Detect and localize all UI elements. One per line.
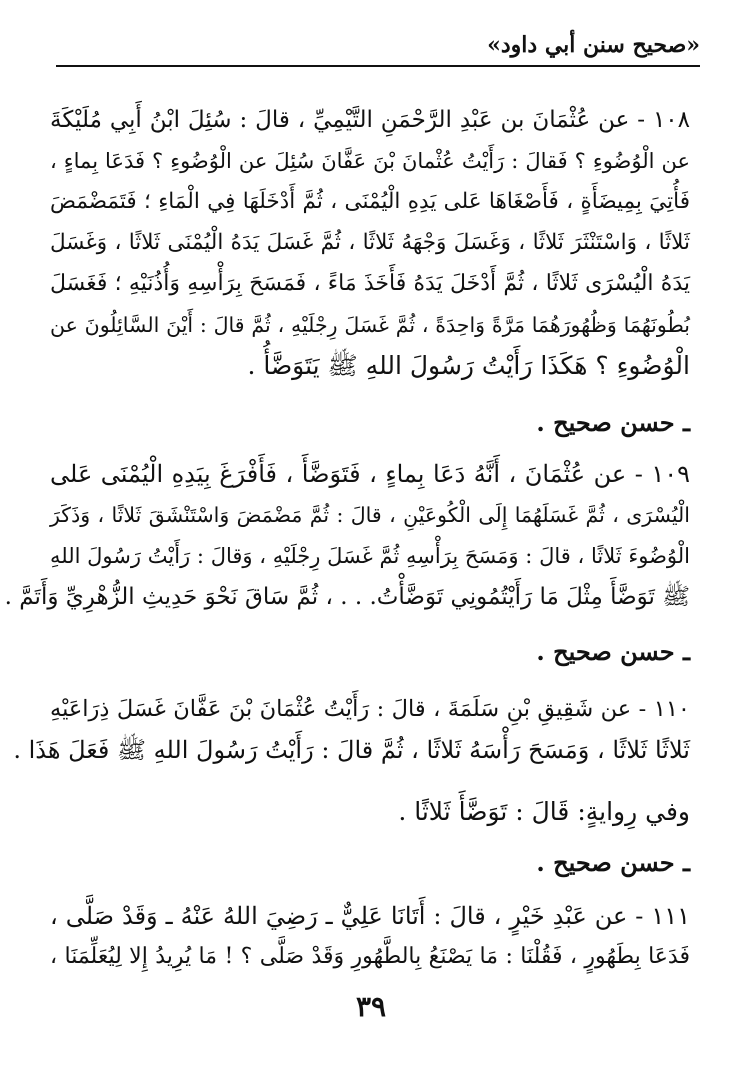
hadith-109-line-2: الْيُسْرَى ، ثُمَّ غَسَلَهُمَا إِلَى الْكُوعَيْنِ ، قالَ : ثُمَّ مَضْمَضَ وَاسْتَنْشَقَ ثَلاثًا ، وَذَكَرَ <box>50 503 690 527</box>
running-header <box>56 26 700 66</box>
hadith-108-line-2: عن الْوُضُوءِ ؟ فَقالَ : رَأَيْتُ عُثْمانَ بْنَ عَفَّانَ سُئِلَ عن الْوُضُوءِ ؟ فَدَعَا بِماءٍ ، <box>50 149 690 173</box>
hadith-108-line-4: ثَلاثًا ، وَاسْتَنْثَرَ ثَلاثًا ، وَغَسَلَ وَجْهَهُ ثَلاثًا ، ثُمَّ غَسَلَ يَدَهُ الْيُمْنَى ثَلاثًا ، وَغَسَلَ <box>50 230 690 255</box>
hadith-108-line-1: ١٠٨ - عن عُثْمَانَ بن عَبْدِ الرَّحْمَنِ التَّيْمِيِّ ، قالَ : سُئِلَ ابْنُ أَبِي مُلَيْكَةَ <box>50 107 690 133</box>
hadith-109-line-1: ١٠٩ - عن عُثْمَانَ ، أَنَّهُ دَعَا بِماءٍ ، فَتَوَضَّأَ ، فَأَفْرَغَ بِيَدِهِ الْيُمْنَى عَلى <box>50 460 690 488</box>
book-title: «صحيح سنن أبي داود» <box>487 32 700 58</box>
hadith-109-grade: ـ حسن صحيح . <box>536 637 690 666</box>
hadith-110-riwaya: وفي رِوايةٍ: قَالَ : تَوَضَّأَ ثَلاثًا . <box>398 797 690 826</box>
hadith-110-line-1: ١١٠ - عن شَقِيقِ بْنِ سَلَمَةَ ، قالَ : رَأَيْتُ عُثْمَانَ بْنَ عَفَّانَ غَسَلَ ذِرَاعَيْهِ <box>50 696 690 722</box>
hadith-109-line-4: ﷺ تَوَضَّأَ مِثْلَ مَا رَأَيْتُمُونِي تَوَضَّأْتُ. . . ، ثُمَّ سَاقَ نَحْوَ حَدِيثِ الزُّهْرِيِّ وَأَتَمَّ . <box>4 584 690 610</box>
hadith-108-line-5: يَدَهُ الْيُسْرَى ثَلاثًا ، ثُمَّ أَدْخَلَ يَدَهُ فَأَخَذَ مَاءً ، فَمَسَحَ بِرَأْسِهِ وَأُذُنَيْهِ ؛ فَغَسَلَ <box>50 271 690 296</box>
header-rule <box>56 65 700 67</box>
hadith-109-line-3: الْوُضُوءَ ثَلاثًا ، قالَ : وَمَسَحَ بِرَأْسِهِ ثُمَّ غَسَلَ رِجْلَيْهِ ، وَقالَ : رَأَيْتُ رَسُولَ اللهِ <box>50 544 690 568</box>
hadith-110-line-2: ثَلاثًا ثَلاثًا ، وَمَسَحَ رَأْسَهُ ثَلاثًا ، ثُمَّ قالَ : رَأَيْتُ رَسُولَ اللهِ ﷺ فَعَلَ هَذَا . <box>13 736 690 764</box>
hadith-108-line-7: الْوُضُوءِ ؟ هَكَذَا رَأَيْتُ رَسُولَ اللهِ ﷺ يَتَوَضَّأُ . <box>247 351 690 380</box>
hadith-108-grade: ـ حسن صحيح . <box>536 408 690 437</box>
hadith-111-line-2: فَدَعَا بِطَهُورٍ ، فَقُلْنَا : مَا يَصْنَعُ بِالطَّهُورِ وَقَدْ صَلَّى ؟ ! مَا يُرِيدُ إِلا لِيُعَلِّمَنَا ، <box>50 944 690 969</box>
page-number: ٣٩ <box>355 990 387 1023</box>
hadith-111-line-1: ١١١ - عن عَبْدِ خَيْرٍ ، قالَ : أَتَانَا عَلِيٌّ ـ رَضِيَ اللهُ عَنْهُ ـ وَقَدْ صَلَّى ، <box>50 902 690 930</box>
hadith-108-line-3: فَأُتِيَ بِمِيضَأَةٍ ، فَأَصْغَاهَا عَلى يَدِهِ الْيُمْنَى ، ثُمَّ أَدْخَلَهَا فِي الْمَاءِ ؛ فَتَمَضْمَضَ <box>50 189 690 214</box>
hadith-108-line-6: بُطُونَهُمَا وَظُهُورَهُمَا مَرَّةً وَاحِدَةً ، ثُمَّ غَسَلَ رِجْلَيْهِ ، ثُمَّ قالَ : أَيْنَ السَّائِلُونَ عن <box>50 313 690 337</box>
hadith-110-grade: ـ حسن صحيح . <box>536 848 690 877</box>
